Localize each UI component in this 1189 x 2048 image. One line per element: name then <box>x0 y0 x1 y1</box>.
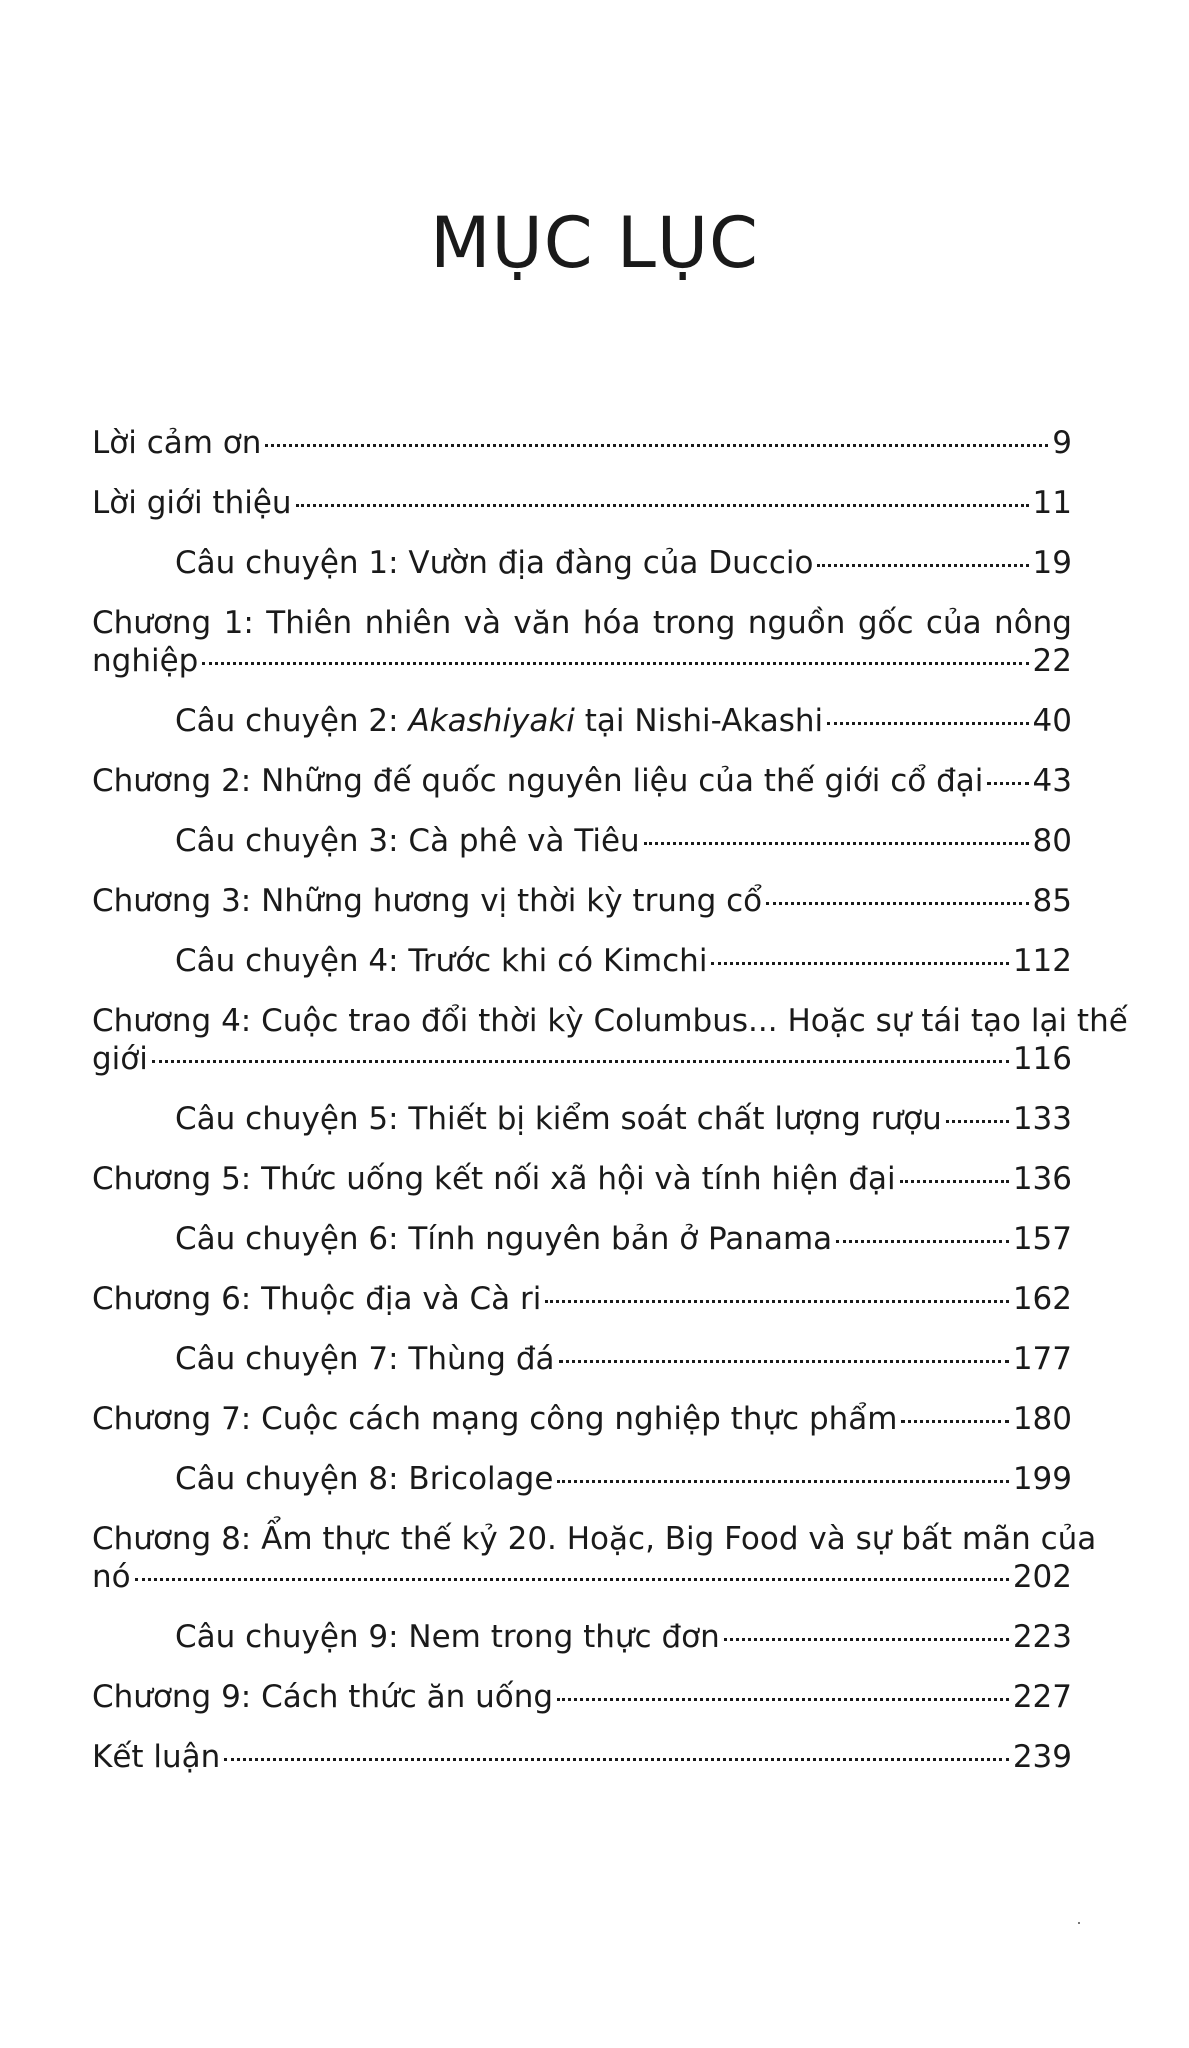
dot-leader <box>557 1698 1009 1701</box>
page-number: 11 <box>1032 485 1072 521</box>
page-speck <box>1078 1922 1080 1924</box>
toc-entry-title: Chương 3: Những hương vị thời kỳ trung cổ <box>92 883 763 919</box>
dot-leader <box>296 504 1029 507</box>
dot-leader <box>724 1638 1009 1641</box>
toc-entry-title: Câu chuyện 1: Vườn địa đàng của Duccio <box>175 545 814 581</box>
toc-entry-row <box>92 643 1072 679</box>
toc-entry-story[interactable] <box>175 1101 1072 1137</box>
toc-entry-row <box>92 1161 1072 1197</box>
toc-entry-row <box>92 1679 1072 1715</box>
toc-entry-title: Câu chuyện 8: Bricolage <box>175 1461 554 1497</box>
toc-entry-chapter[interactable] <box>92 605 1072 679</box>
toc-entry-title-prefix: Câu chuyện 2: <box>175 703 409 739</box>
toc-entry-row <box>175 1619 1072 1655</box>
toc-entry-title <box>175 703 823 739</box>
toc-entry-title-suffix: tại Nishi-Akashi <box>574 703 824 739</box>
dot-leader <box>987 782 1028 785</box>
page-number: 199 <box>1012 1461 1072 1497</box>
page-number: 157 <box>1012 1221 1072 1257</box>
toc-entry-row <box>92 1041 1072 1077</box>
toc-entry-chapter[interactable] <box>92 1281 1072 1317</box>
toc-entry-chapter[interactable] <box>92 1679 1072 1715</box>
toc-entry-chapter[interactable] <box>92 1161 1072 1197</box>
dot-leader <box>557 1480 1008 1483</box>
toc-entry-story[interactable] <box>175 823 1072 859</box>
toc-entry-story[interactable] <box>175 703 1072 739</box>
toc-entry-row <box>92 763 1072 799</box>
toc-entry-row <box>175 1101 1072 1137</box>
toc-entry-row <box>175 545 1072 581</box>
toc-entry-story[interactable] <box>175 1341 1072 1377</box>
toc-entry-chapter[interactable] <box>92 763 1072 799</box>
dot-leader <box>711 962 1008 965</box>
toc-entry-title: Câu chuyện 6: Tính nguyên bản ở Panama <box>175 1221 833 1257</box>
page-number: 85 <box>1032 883 1072 919</box>
page-number: 136 <box>1012 1161 1072 1197</box>
toc-entry-row <box>92 485 1072 521</box>
toc-entry-row <box>175 1221 1072 1257</box>
toc-entry-title: Câu chuyện 9: Nem trong thực đơn <box>175 1619 720 1655</box>
toc-entry-row <box>175 1341 1072 1377</box>
dot-leader <box>901 1420 1008 1423</box>
dot-leader <box>836 1240 1009 1243</box>
toc-entry-title: Câu chuyện 7: Thùng đá <box>175 1341 555 1377</box>
toc-entry-story[interactable] <box>175 545 1072 581</box>
page-number: 43 <box>1032 763 1072 799</box>
table-of-contents <box>92 425 1128 1799</box>
toc-entry-title: Lời cảm ơn <box>92 425 262 461</box>
toc-entry-row <box>92 883 1072 919</box>
toc-entry-chapter[interactable] <box>92 1521 1097 1595</box>
page-number: 180 <box>1012 1401 1072 1437</box>
toc-entry-title-italic: Akashiyaki <box>408 703 575 739</box>
toc-entry-title: Chương 9: Cách thức ăn uống <box>92 1679 554 1715</box>
page-number: 9 <box>1052 425 1072 461</box>
dot-leader <box>817 564 1028 567</box>
toc-entry-chapter[interactable] <box>92 1401 1072 1437</box>
toc-entry-row <box>175 1461 1072 1497</box>
dot-leader <box>946 1120 1009 1123</box>
toc-entry-title: Chương 5: Thức uống kết nối xã hội và tính hiện đại <box>92 1161 896 1197</box>
toc-entry-title: Kết luận <box>92 1739 221 1775</box>
page-number: 116 <box>1012 1041 1072 1077</box>
toc-entry-title: Câu chuyện 4: Trước khi có Kimchi <box>175 943 708 979</box>
toc-entry-title: Chương 2: Những đế quốc nguyên liệu của thế giới cổ đại <box>92 763 984 799</box>
page-number: 177 <box>1012 1341 1072 1377</box>
toc-entry-story[interactable] <box>175 1461 1072 1497</box>
toc-entry-row <box>175 703 1072 739</box>
dot-leader <box>152 1060 1009 1063</box>
page-number: 40 <box>1032 703 1072 739</box>
toc-entry-chapter[interactable] <box>92 883 1072 919</box>
toc-entry-title-line1: Chương 4: Cuộc trao đổi thời kỳ Columbus... Hoặc sự tái tạo lại thế <box>92 1003 1128 1039</box>
dot-leader <box>766 902 1028 905</box>
toc-entry-title: Chương 7: Cuộc cách mạng công nghiệp thực phẩm <box>92 1401 898 1437</box>
page-number: 133 <box>1012 1101 1072 1137</box>
page-number: 202 <box>1012 1559 1072 1595</box>
toc-entry-title: nó <box>92 1559 131 1595</box>
toc-entry-row <box>175 823 1072 859</box>
toc-entry-title: Câu chuyện 5: Thiết bị kiểm soát chất lượng rượu <box>175 1101 942 1137</box>
dot-leader <box>827 722 1028 725</box>
toc-entry-chapter[interactable] <box>92 425 1072 461</box>
toc-entry-title: Chương 6: Thuộc địa và Cà ri <box>92 1281 542 1317</box>
page-title: MỤC LỤC <box>430 202 759 284</box>
dot-leader <box>644 842 1029 845</box>
toc-entry-row <box>92 1401 1072 1437</box>
dot-leader <box>224 1758 1009 1761</box>
toc-entry-story[interactable] <box>175 943 1072 979</box>
toc-entry-title: Lời giới thiệu <box>92 485 292 521</box>
page-number: 227 <box>1012 1679 1072 1715</box>
toc-entry-title-line1: Chương 1: Thiên nhiên và văn hóa trong nguồn gốc của nông <box>92 605 1072 641</box>
toc-entry-title: Câu chuyện 3: Cà phê và Tiêu <box>175 823 640 859</box>
toc-entry-chapter[interactable] <box>92 485 1072 521</box>
toc-entry-row <box>92 1559 1072 1595</box>
toc-entry-story[interactable] <box>175 1221 1072 1257</box>
page-number: 223 <box>1012 1619 1072 1655</box>
dot-leader <box>900 1180 1009 1183</box>
page-number: 239 <box>1012 1739 1072 1775</box>
page-number: 162 <box>1012 1281 1072 1317</box>
toc-entry-row <box>175 943 1072 979</box>
dot-leader <box>545 1300 1008 1303</box>
toc-entry-title-line1: Chương 8: Ẩm thực thế kỷ 20. Hoặc, Big Food và sự bất mãn của <box>92 1521 1097 1557</box>
toc-entry-title: nghiệp <box>92 643 199 679</box>
toc-entry-title: giới <box>92 1041 148 1077</box>
dot-leader <box>265 444 1048 447</box>
dot-leader <box>202 662 1028 665</box>
dot-leader <box>559 1360 1009 1363</box>
page-number: 19 <box>1032 545 1072 581</box>
toc-entry-chapter[interactable] <box>92 1739 1072 1775</box>
dot-leader <box>135 1578 1009 1581</box>
toc-entry-row <box>92 425 1072 461</box>
page-number: 112 <box>1012 943 1072 979</box>
page-number: 22 <box>1032 643 1072 679</box>
page-number: 80 <box>1032 823 1072 859</box>
toc-entry-row <box>92 1281 1072 1317</box>
toc-entry-chapter[interactable] <box>92 1003 1128 1077</box>
toc-entry-story[interactable] <box>175 1619 1072 1655</box>
toc-entry-row <box>92 1739 1072 1775</box>
